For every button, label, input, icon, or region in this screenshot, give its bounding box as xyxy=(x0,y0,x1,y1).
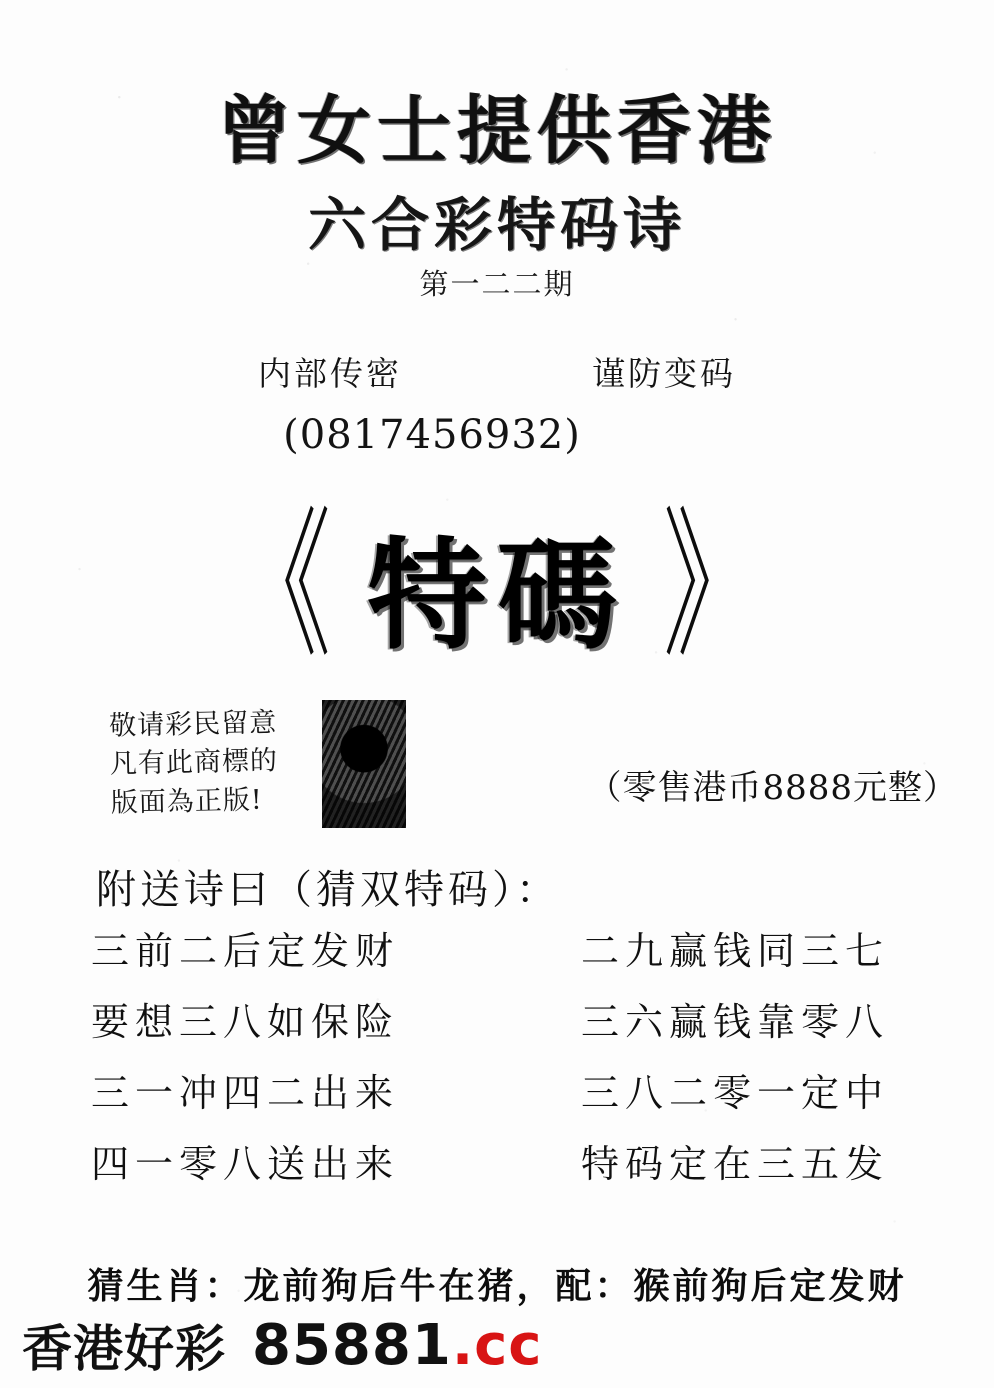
authenticity-note-line-2: 凡有此商標的 xyxy=(109,745,279,781)
footer-domain xyxy=(252,1313,543,1378)
poem-right-line-4: 特码定在三五发 xyxy=(580,1142,889,1186)
issue-number: 第一二二期 xyxy=(419,267,575,301)
footer-domain-number: 85881 xyxy=(252,1312,452,1378)
bracket-left: 《 xyxy=(234,492,331,679)
authenticity-note xyxy=(109,704,279,822)
footer-domain-tld: .cc xyxy=(451,1312,543,1378)
notice-row xyxy=(0,348,994,395)
page-subtitle: 六合彩特码诗 xyxy=(307,191,686,259)
phone-number: (0817456932) xyxy=(283,412,581,458)
page-title: 曾女士提供香港 xyxy=(217,88,777,174)
notice-right: 谨防变码 xyxy=(592,354,736,393)
poem-left-line-2: 要想三八如保险 xyxy=(90,1000,399,1044)
poem-left-line-3: 三一冲四二出来 xyxy=(90,1071,399,1115)
footer-watermark xyxy=(0,1308,994,1382)
authenticity-note-line-3: 版面為正版! xyxy=(110,784,263,819)
bracket-right: 》 xyxy=(663,492,760,679)
poem-left-line-4: 四一零八送出来 xyxy=(90,1142,399,1186)
poem-right-line-1: 二九赢钱同三七 xyxy=(580,929,889,973)
poem-right-line-2: 三六赢钱靠零八 xyxy=(580,1000,889,1044)
notice-left: 内部传密 xyxy=(258,354,402,393)
tema-label: 特碼 xyxy=(367,525,627,666)
authenticity-note-line-1: 敬请彩民留意 xyxy=(108,707,278,742)
footer-brand: 香港好彩 xyxy=(22,1320,226,1378)
tema-headline xyxy=(0,492,994,679)
zodiac-line: 猜生肖：龙前狗后牛在猪，配：猴前狗后定发财 xyxy=(87,1265,907,1307)
trademark-stamp-icon xyxy=(322,700,406,828)
poem-right-line-3: 三八二零一定中 xyxy=(580,1071,889,1115)
retail-price: （零售港币8888元整） xyxy=(587,768,958,808)
poem-heading: 附送诗曰（猜双特码）： xyxy=(96,867,560,913)
poem-grid xyxy=(0,920,994,1188)
poem-left-line-1: 三前二后定发财 xyxy=(90,929,399,973)
